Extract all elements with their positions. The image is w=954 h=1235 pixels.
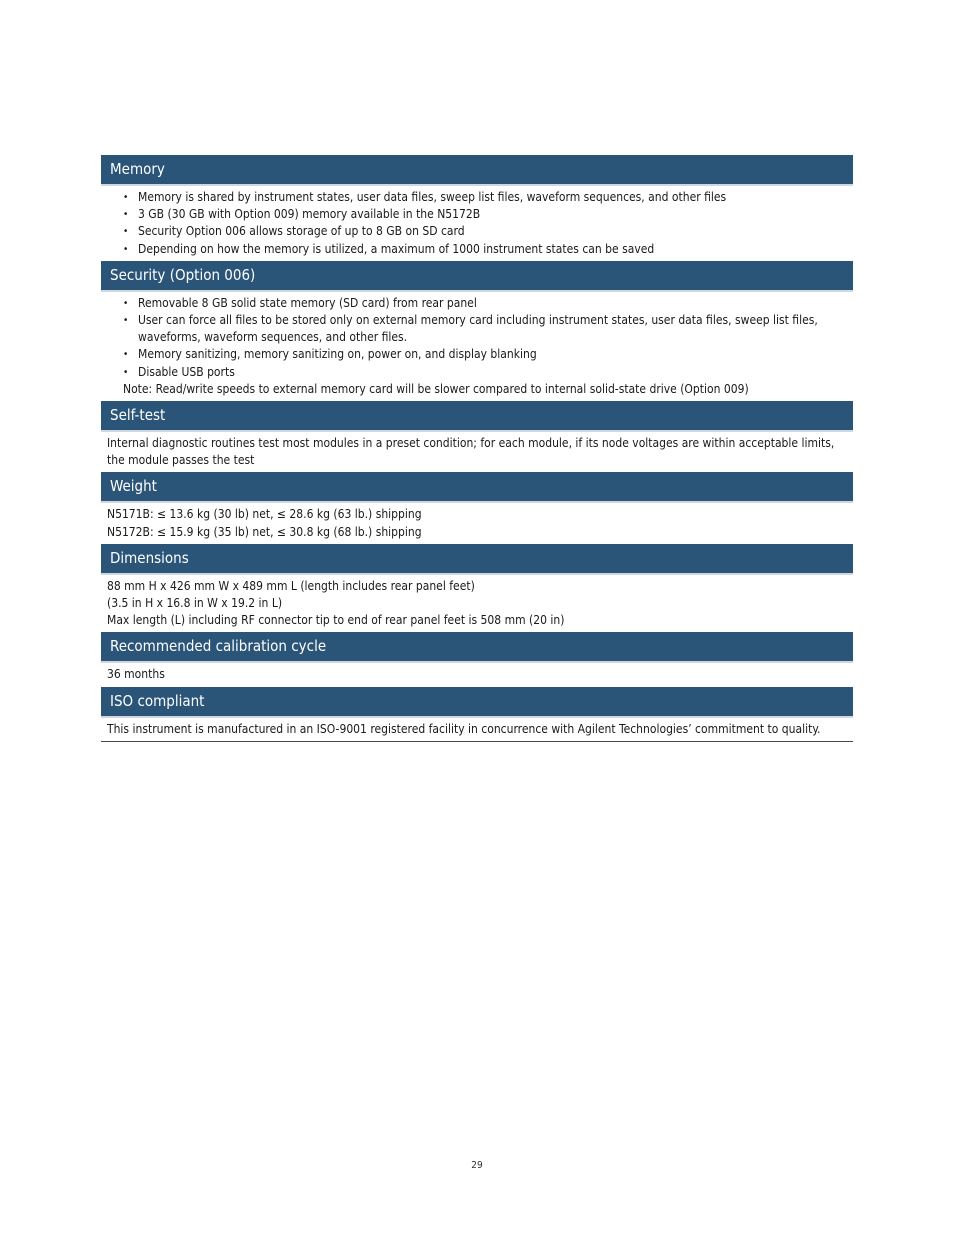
section-header-calibration: Recommended calibration cycle — [101, 632, 853, 663]
section-header-iso: ISO compliant — [101, 687, 853, 718]
list-item: • Security Option 006 allows storage of up to 8 GB on SD card — [107, 223, 847, 240]
section-body-memory — [101, 186, 853, 261]
page-number: 29 — [471, 1160, 483, 1171]
dimensions-line: Max length (L) including RF connector tip to end of rear panel feet is 508 mm (20 in) — [107, 613, 565, 628]
section-body-dimensions — [101, 575, 853, 633]
section-body-security — [101, 292, 853, 401]
spec-table — [101, 155, 853, 742]
weight-line: N5171B: ≤ 13.6 kg (30 lb) net, ≤ 28.6 kg (63 lb.) shipping — [107, 507, 422, 522]
section-header-dimensions: Dimensions — [101, 544, 853, 575]
list-item: • 3 GB (30 GB with Option 009) memory available in the N5172B — [107, 206, 847, 223]
list-item: • Memory sanitizing, memory sanitizing on, power on, and display blanking — [107, 346, 847, 363]
list-item: • Disable USB ports — [107, 364, 847, 381]
list-item: • User can force all files to be stored only on external memory card including instrument states, user data files, sweep list files, waveforms, waveform sequences, and other files. — [107, 312, 847, 346]
list-item: • Memory is shared by instrument states, user data files, sweep list files, waveform sequences, and other files — [107, 189, 847, 206]
dimensions-line: (3.5 in H x 16.8 in W x 19.2 in L) — [107, 596, 283, 611]
memory-bullet-list — [107, 189, 847, 258]
section-body-self-test — [101, 432, 853, 472]
weight-line: N5172B: ≤ 15.9 kg (35 lb) net, ≤ 30.8 kg (68 lb.) shipping — [107, 524, 422, 539]
section-header-weight: Weight — [101, 472, 853, 503]
iso-text: This instrument is manufactured in an ISO-9001 registered facility in concurrence with Agilent Technologies’ commitment to quality. — [107, 721, 821, 736]
section-header-self-test: Self-test — [101, 401, 853, 432]
security-bullet-list — [107, 295, 847, 381]
calibration-text: 36 months — [107, 667, 165, 682]
security-note: Note: Read/write speeds to external memory card will be slower compared to internal solid-state drive (Option 009) — [123, 381, 749, 396]
list-item: • Removable 8 GB solid state memory (SD card) from rear panel — [107, 295, 847, 312]
dimensions-line: 88 mm H x 426 mm W x 489 mm L (length includes rear panel feet) — [107, 578, 475, 593]
section-body-weight — [101, 503, 853, 543]
section-body-calibration — [101, 663, 853, 686]
section-body-iso — [101, 718, 853, 741]
section-header-memory: Memory — [101, 155, 853, 186]
self-test-text: Internal diagnostic routines test most modules in a preset condition; for each module, if its node voltages are within acceptable limits, the module passes the test — [107, 436, 835, 468]
section-header-security: Security (Option 006) — [101, 261, 853, 292]
list-item: • Depending on how the memory is utilized, a maximum of 1000 instrument states can be saved — [107, 241, 847, 258]
